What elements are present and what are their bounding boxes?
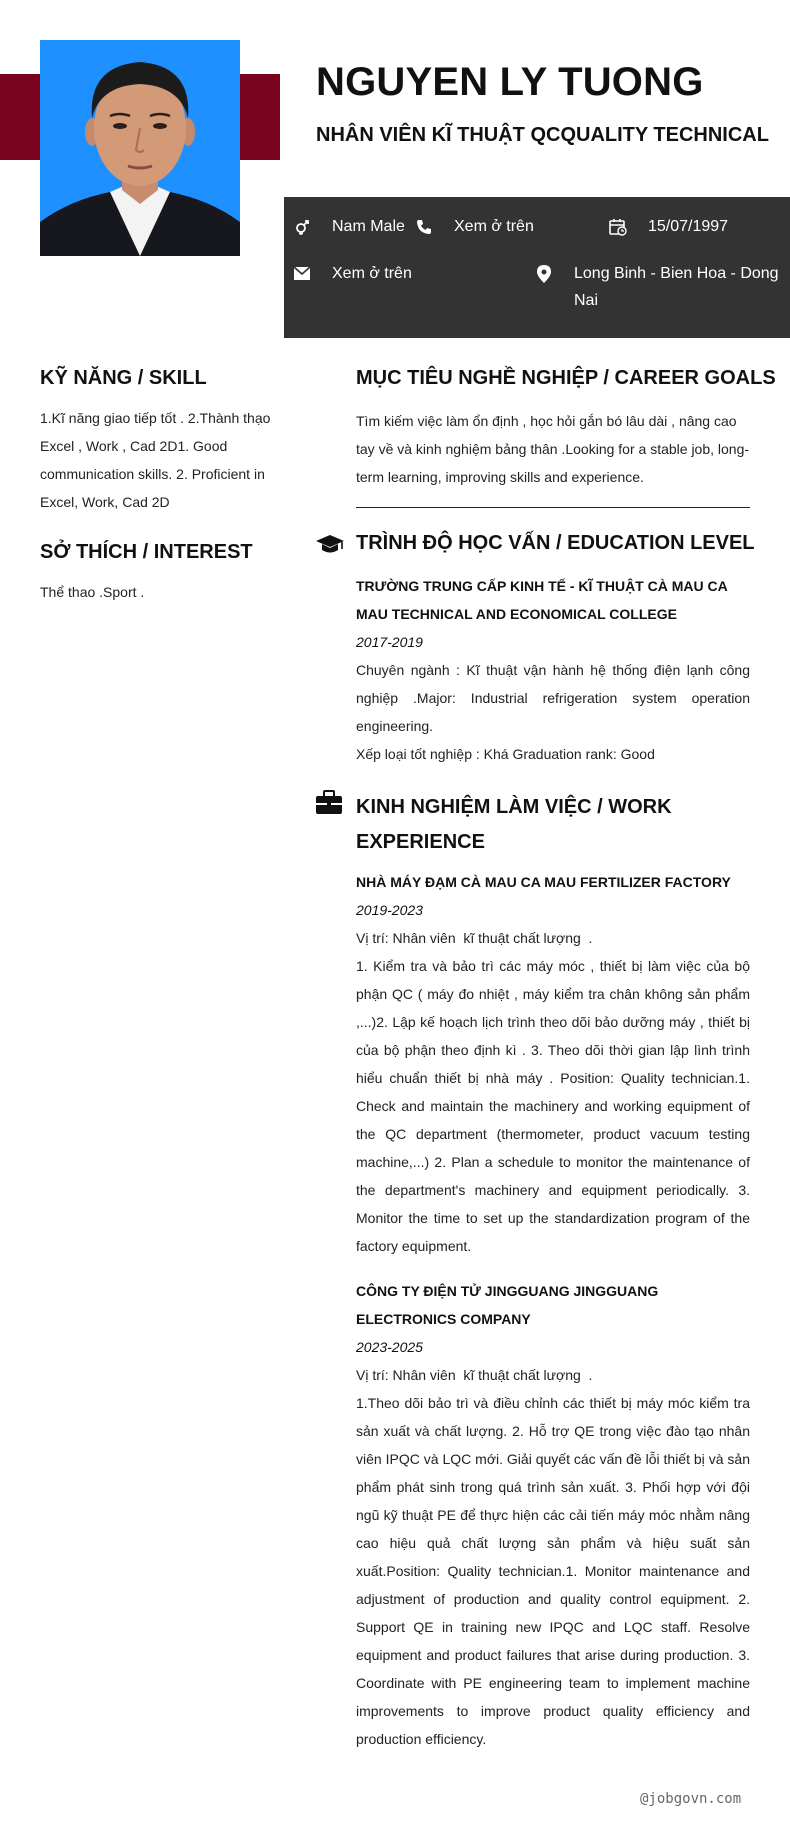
- interest-heading: SỞ THÍCH / INTEREST: [40, 541, 253, 563]
- education-school: TRƯỜNG TRUNG CẤP KINH TẾ - KĨ THUẬT CÀ MAU CA MAU TECHNICAL AND ECONOMICAL COLLEGE: [356, 578, 728, 622]
- job-1-position: Vị trí: Nhân viên kĩ thuật chất lượng .: [356, 930, 593, 946]
- address-value: Long Binh - Bien Hoa - Dong Nai: [574, 265, 779, 309]
- skills-heading: KỸ NĂNG / SKILL: [40, 367, 207, 389]
- address-item: [534, 260, 780, 314]
- gender-icon: [292, 213, 312, 240]
- envelope-icon: [292, 260, 312, 287]
- birthday-value: 15/07/1997: [648, 218, 729, 235]
- job-1-company: NHÀ MÁY ĐẠM CÀ MAU CA MAU FERTILIZER FACTORY: [356, 874, 731, 890]
- candidate-name: NGUYEN LY TUONG: [316, 60, 704, 104]
- email-item: [292, 260, 412, 287]
- site-watermark: @jobgovn.com: [640, 1791, 742, 1807]
- graduation-cap-icon: [316, 533, 344, 560]
- profile-photo: [40, 40, 240, 256]
- education-major: Chuyên ngành : Kĩ thuật vận hành hệ thống điện lạnh công nghiệp .Major: Industrial refrigeration system operation engineering.: [356, 662, 750, 734]
- phone-value: Xem ở trên: [454, 218, 534, 235]
- location-pin-icon: [534, 260, 554, 287]
- experience-heading: KINH NGHIỆM LÀM VIỆC / WORK EXPERIENCE: [356, 796, 672, 853]
- job-1-period: 2019-2023: [356, 902, 423, 918]
- job-2-period: 2023-2025: [356, 1339, 423, 1355]
- briefcase-icon: [316, 790, 342, 819]
- job-1-description: 1. Kiểm tra và bảo trì các máy móc , thiết bị làm việc của bộ phận QC ( máy đo nhiệt , máy kiểm tra chân không sản phẩm ,...)2. Lập kế hoạch lịch trình theo dõi bảo dưỡng máy , thiết bị của bộ phận theo định kì . 3. Theo dõi thời gian lập lình trình hiểu chuẩn thiết bị nhà máy . Position: Quality technician.1. Check and maintain the machinery and working equipment of the QC department (thermometer, product vacuum testing machine,...) 2. Plan a schedule to monitor the maintenance of the department's machinery and equipment periodically. 3. Monitor the time to set up the standardization program of the factory equipment.: [356, 958, 750, 1254]
- job-2-position: Vị trí: Nhân viên kĩ thuật chất lượng .: [356, 1367, 593, 1383]
- education-heading: TRÌNH ĐỘ HỌC VẤN / EDUCATION LEVEL: [356, 532, 755, 554]
- career-goals-heading: MỤC TIÊU NGHỀ NGHIỆP / CAREER GOALS: [356, 367, 776, 389]
- section-divider: [356, 507, 750, 508]
- contact-info-panel: [284, 197, 790, 338]
- email-value: Xem ở trên: [332, 265, 412, 282]
- education-rank: Xếp loại tốt nghiệp : Khá Graduation rank: Good: [356, 746, 655, 762]
- interest-text: Thể thao .Sport .: [40, 584, 145, 600]
- education-period: 2017-2019: [356, 634, 423, 650]
- job-title: NHÂN VIÊN KĨ THUẬT QCQUALITY TECHNICAL: [316, 124, 769, 146]
- gender-item: [292, 213, 405, 240]
- phone-item: [414, 213, 534, 240]
- career-goals-text: Tìm kiếm việc làm ổn định , học hỏi gắn bó lâu dài , nâng cao tay về và kinh nghiệm bảng thân .Looking for a stable job, long-term learning, improving skills and experience.: [356, 413, 750, 485]
- job-2-company: CÔNG TY ĐIỆN TỬ JINGGUANG JINGGUANG ELECTRONICS COMPANY: [356, 1283, 659, 1327]
- skills-text: 1.Kĩ năng giao tiếp tốt . 2.Thành thạo Excel , Work , Cad 2D1. Good communication skills. 2. Proficient in Excel, Work, Cad 2D: [40, 410, 271, 510]
- birthday-item: [608, 213, 728, 240]
- job-2-description: 1.Theo dõi bảo trì và điều chỉnh các thiết bị máy móc kiểm tra sản xuất và chất lượng. 2. Hỗ trợ QE trong việc đào tạo nhân viên IPQC và LQC mới. Giải quyết các vấn đề lỗi thiết bị và sản phẩm phát sinh trong quá trình sản xuất. 3. Phối hợp với đội ngũ kỹ thuật PE để thực hiện các cải tiến máy móc nhằm nâng cao hiệu quả chất lượng sản phẩm và hiệu suất sản xuất.Position: Quality technician.1. Monitor maintenance and adjustment of production and quality control equipment. 2. Support QE in training new IPQC and LQC staff. Resolve equipment and product failures that arise during production. 3. Coordinate with PE engineering team to implement machine improvements to improve product quality efficiency and production efficiency.: [356, 1395, 750, 1747]
- calendar-icon: [608, 213, 628, 240]
- gender-value: Nam Male: [332, 218, 405, 235]
- phone-icon: [414, 213, 434, 240]
